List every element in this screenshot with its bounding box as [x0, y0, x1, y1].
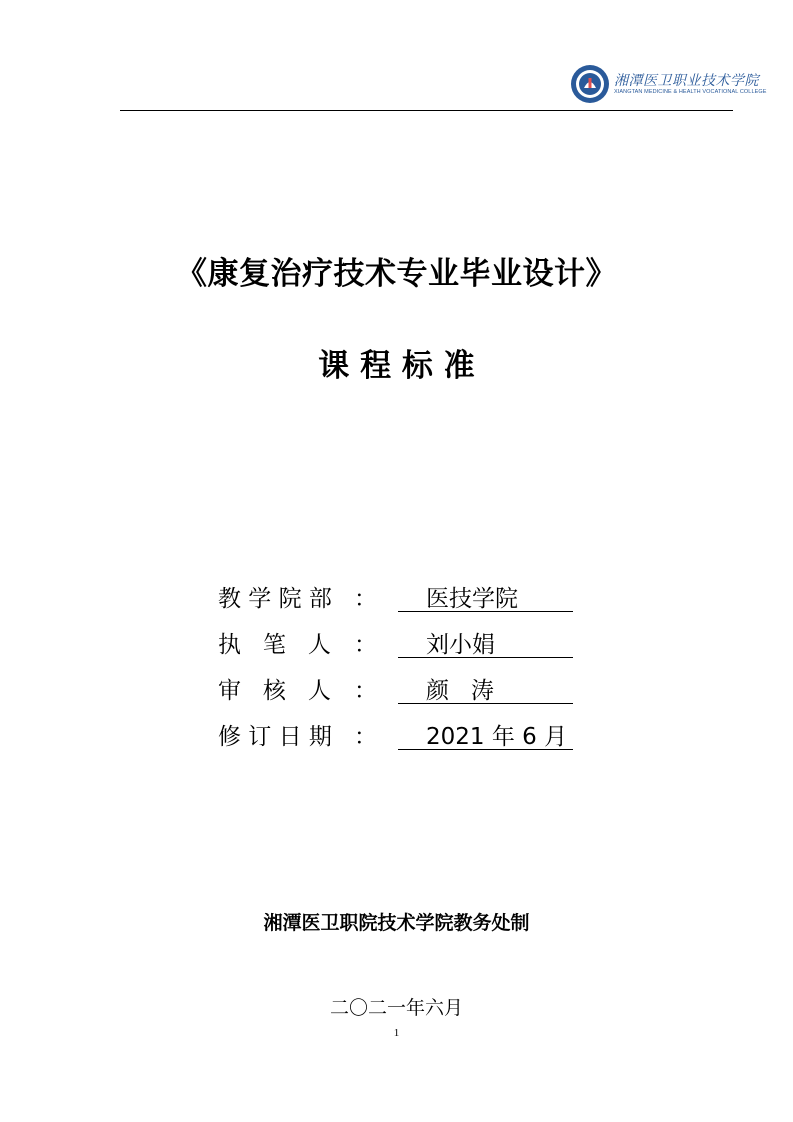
info-colon: ： [354, 632, 377, 658]
info-label: 执 笔 人 [218, 632, 331, 658]
issuer: 湘潭医卫职院技术学院教务处制 [263, 912, 530, 934]
info-row-revision-date [218, 718, 598, 764]
info-value: 刘小娟 [426, 632, 495, 658]
info-value-field [398, 626, 573, 658]
info-value-field [398, 672, 573, 704]
info-label: 审 核 人 [218, 678, 331, 704]
info-block [218, 580, 598, 764]
college-logo [570, 64, 767, 104]
info-value: 颜 涛 [426, 678, 494, 704]
info-colon: ： [354, 724, 377, 750]
info-row-department [218, 580, 598, 626]
logo-name-en: XIANGTAN MEDICINE & HEALTH VOCATIONAL COLLEGE [614, 89, 767, 95]
info-value: 2021 年 6 月 [426, 724, 568, 750]
info-colon: ： [354, 586, 377, 612]
document-title: 《康复治疗技术专业毕业设计》 [176, 256, 617, 292]
logo-name-cn: 湘潭医卫职业技术学院 [614, 73, 759, 89]
info-row-author [218, 626, 598, 672]
page-number: 1 [393, 1027, 400, 1039]
info-value-field [398, 580, 573, 612]
info-value-field [398, 718, 573, 750]
info-label: 修 订 日 期 [218, 724, 332, 750]
info-row-reviewer [218, 672, 598, 718]
document-subtitle: 课 程 标 准 [318, 348, 475, 384]
info-colon: ： [354, 678, 377, 704]
info-label: 教 学 院 部 [218, 586, 332, 612]
info-value: 医技学院 [426, 586, 518, 612]
college-emblem-icon [570, 64, 610, 104]
header-divider [120, 110, 733, 111]
issue-date: 二〇二一年六月 [329, 997, 463, 1019]
